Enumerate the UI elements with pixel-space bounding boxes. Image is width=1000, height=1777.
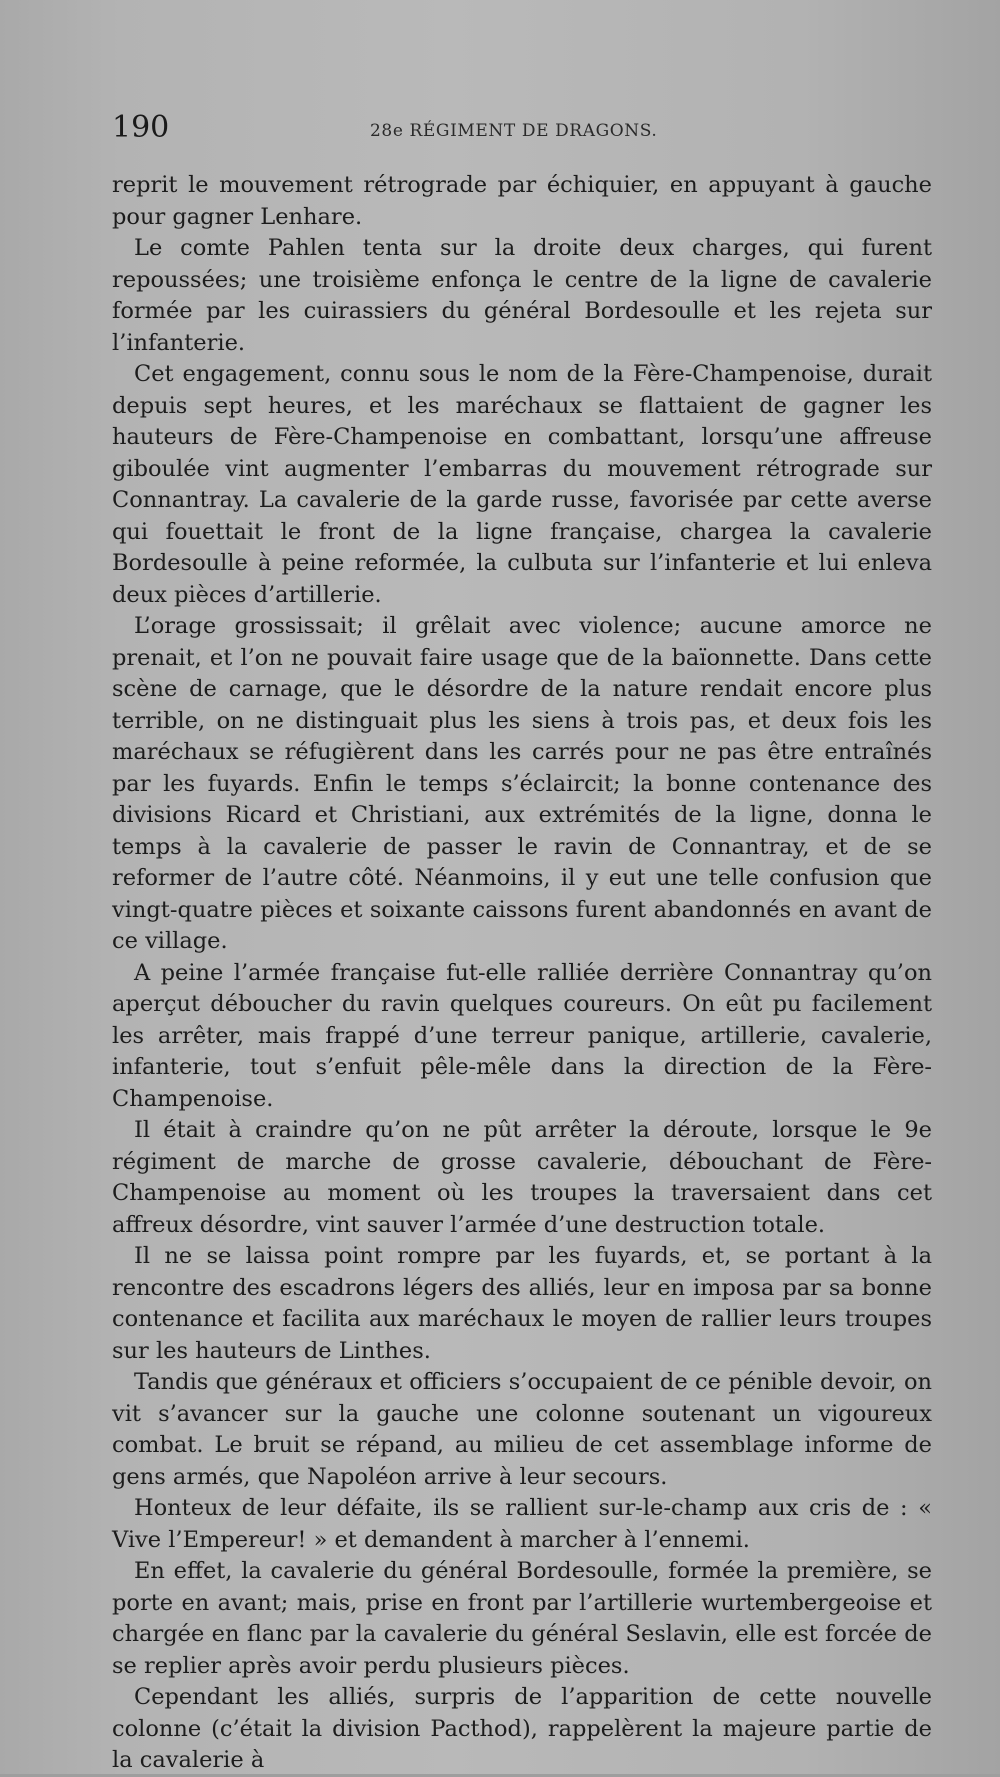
paragraph: Le comte Pahlen tenta sur la droite deux charges, qui furent repoussées; une troisième enfonça le centre de la ligne de cavalerie formée par les cuirassiers du général Bordesoulle et les rejeta sur l’infanterie. <box>112 235 932 356</box>
paragraph: En effet, la cavalerie du général Bordesoulle, formée la première, se porte en avant; mais, prise en front par l’artillerie wurtembergeoise et chargée en flanc par la cavalerie du général Seslavin, elle est forcée de se replier après avoir perdu plusieurs pièces. <box>112 1558 932 1679</box>
paragraph: Il ne se laissa point rompre par les fuyards, et, se portant à la rencontre des escadrons légers des alliés, leur en imposa par sa bonne contenance et facilita aux maréchaux le moyen de rallier leurs troupes sur les hauteurs de Linthes. <box>112 1243 932 1364</box>
page-header <box>112 108 932 148</box>
paragraph: L’orage grossissait; il grêlait avec violence; aucune amorce ne prenait, et l’on ne pouvait faire usage que de la baïonnette. Dans cette scène de carnage, que le désordre de la nature rendait encore plus terrible, on ne distinguait plus les siens à trois pas, et deux fois les maréchaux se réfugièrent dans les carrés pour ne pas être entraînés par les fuyards. Enfin le temps s’éclaircit; la bonne contenance des divisions Ricard et Christiani, aux extrémités de la ligne, donna le temps à la cavalerie de passer le ravin de Connantray, et de se reformer de l’autre côté. Néanmoins, il y eut une telle confusion que vingt-quatre pièces et soixante caissons furent abandonnés en avant de ce village. <box>112 613 932 954</box>
paragraph: Cependant les alliés, surpris de l’apparition de cette nouvelle colonne (c’était la division Pacthod), rappelèrent la majeure partie de la cavalerie à <box>112 1684 932 1773</box>
paragraph: reprit le mouvement rétrograde par échiquier, en appuyant à gauche pour gagner Lenhare. <box>112 172 932 230</box>
body-text <box>112 170 932 1777</box>
paragraph: Honteux de leur défaite, ils se rallient sur-le-champ aux cris de : « Vive l’Empereur! » et demandent à marcher à l’ennemi. <box>112 1495 932 1553</box>
running-head: 28e RÉGIMENT DE DRAGONS. <box>370 121 658 141</box>
paragraph: A peine l’armée française fut-elle ralliée derrière Connantray qu’on aperçut déboucher du ravin quelques coureurs. On eût pu facilement les arrêter, mais frappé d’une terreur panique, artillerie, cavalerie, infanterie, tout s’enfuit pêle-mêle dans la direction de la Fère-Champenoise. <box>112 959 932 1112</box>
paragraph: Cet engagement, connu sous le nom de la Fère-Champenoise, durait depuis sept heures, et les maréchaux se flattaient de gagner les hauteurs de Fère-Champenoise en combattant, lorsqu’une affreuse giboulée vint augmenter l’embarras du mouvement rétrograde sur Connantray. La cavalerie de la garde russe, favorisée par cette averse qui fouettait le front de la ligne française, chargea la cavalerie Bordesoulle à peine reformée, la culbuta sur l’infanterie et lui enleva deux pièces d’artillerie. <box>112 361 932 608</box>
paragraph: Il était à craindre qu’on ne pût arrêter la déroute, lorsque le 9e régiment de marche de grosse cavalerie, débouchant de Fère-Champenoise au moment où les troupes la traversaient dans cet affreux désordre, vint sauver l’armée d’une destruction totale. <box>112 1117 932 1238</box>
paragraph: Tandis que généraux et officiers s’occupaient de ce pénible devoir, on vit s’avancer sur la gauche une colonne soutenant un vigoureux combat. Le bruit se répand, au milieu de cet assemblage informe de gens armés, que Napoléon arrive à leur secours. <box>112 1369 932 1490</box>
page-number: 190 <box>112 110 170 145</box>
